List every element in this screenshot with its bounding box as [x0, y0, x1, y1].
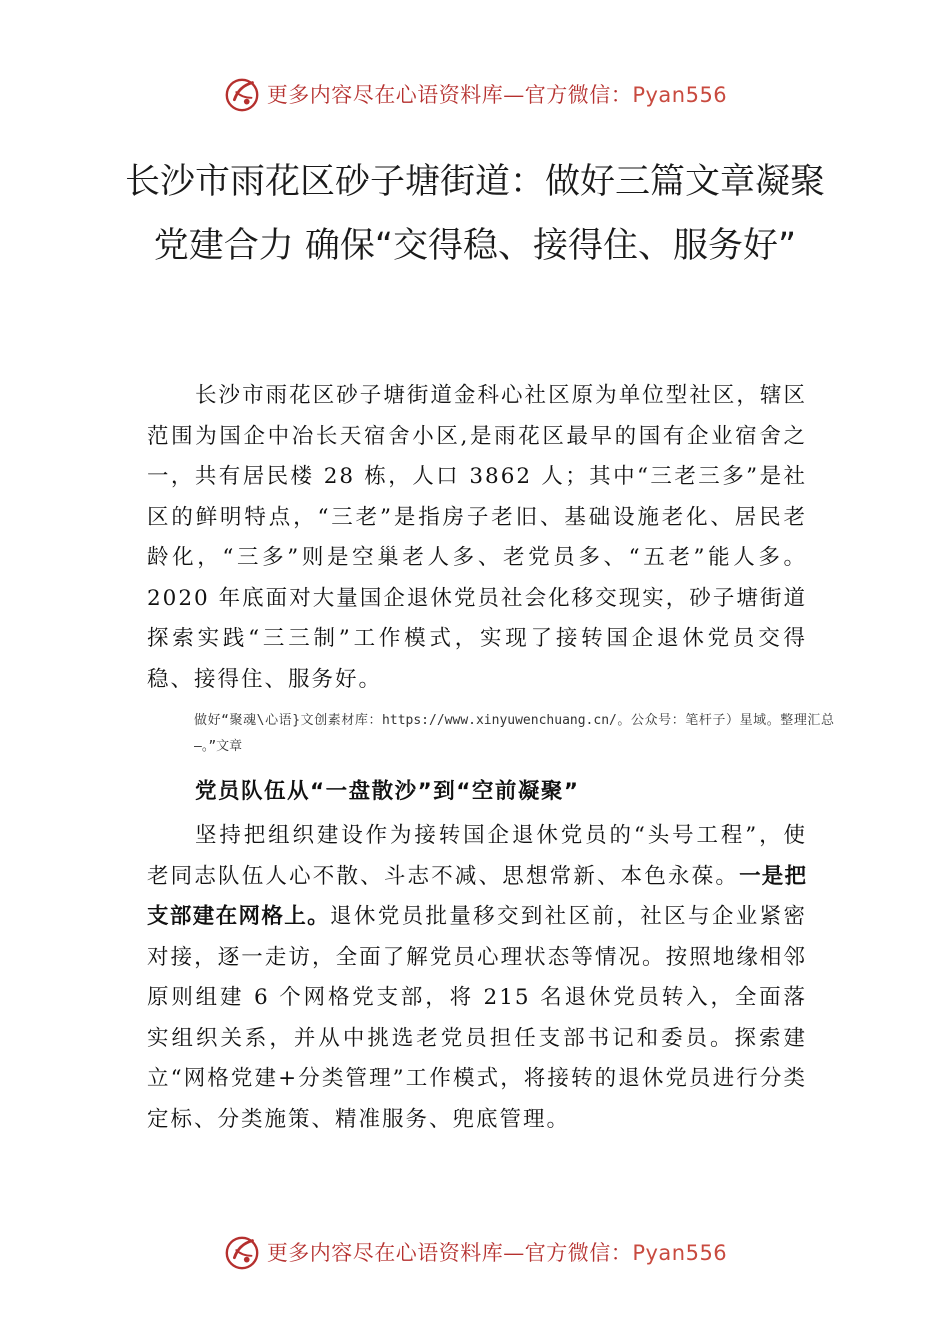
banner-label: 更多内容尽在心语资料库—官方微信： — [266, 1241, 633, 1265]
section-bold-point: 一是把支部建在网格上。 — [147, 863, 807, 929]
section-body: 退休党员批量移交到社区前，社区与企业紧密对接，逐一走访，全面了解党员心理状态等情况。按照地缘相邻原则组建 6 个网格党支部，将 215 名退休党员转入，全面落实组织关系，并从中挑选老党员担任支部书记和委员。探索建立“网格党建+分类管理”工作模式，将接转的退休党员进行分类定标、分类施策、精准服务、兜底管理。 — [147, 904, 807, 1132]
intro-paragraph: 长沙市雨花区砂子塘街道金科心社区原为单位型社区，辖区范围为国企中冶长天宿舍小区,是雨花区最早的国有企业宿舍之一，共有居民楼 28 栋，人口 3862 人；其中“三老三多”是社区的鲜明特点，“三老”是指房子老旧、基础设施老化、居民老龄化，“三多”则是空巢老人多、老党员多、“五老”能人多。2020 年底面对大量国企退休党员社会化移交现实，砂子塘街道探索实践“三三制”工作模式，实现了接转国企退休党员交得稳、接得住、服务好。 — [147, 383, 807, 692]
banner-wechat-id: Pyan556 — [632, 1241, 728, 1265]
logo-icon — [223, 1233, 261, 1271]
banner-wechat-id: Pyan556 — [632, 83, 728, 107]
section-lead: 坚持把组织建设作为接转国企退休党员的“头号工程”，使老同志队伍人心不散、斗志不减、思想常新、本色永葆。 — [147, 823, 807, 889]
logo-icon — [223, 75, 261, 113]
section-heading: 党员队伍从“一盘散沙”到“空前凝聚” — [195, 779, 580, 804]
banner-text — [267, 1237, 727, 1267]
footer-banner — [0, 1228, 950, 1276]
banner-label: 更多内容尽在心语资料库—官方微信： — [266, 83, 633, 107]
section-paragraph — [147, 816, 807, 1140]
header-banner — [0, 70, 950, 118]
article-title: 长沙市雨花区砂子塘街道：做好三篇文章凝聚党建合力 确保“交得稳、接得住、服务好” — [124, 162, 825, 266]
banner-text — [267, 79, 727, 109]
source-note: 做好“聚魂\心语}文创素材库：https://www.xinyuwenchuang.cn/。公众号：笔杆子）星域。整理汇总—。”文章 — [194, 713, 834, 754]
